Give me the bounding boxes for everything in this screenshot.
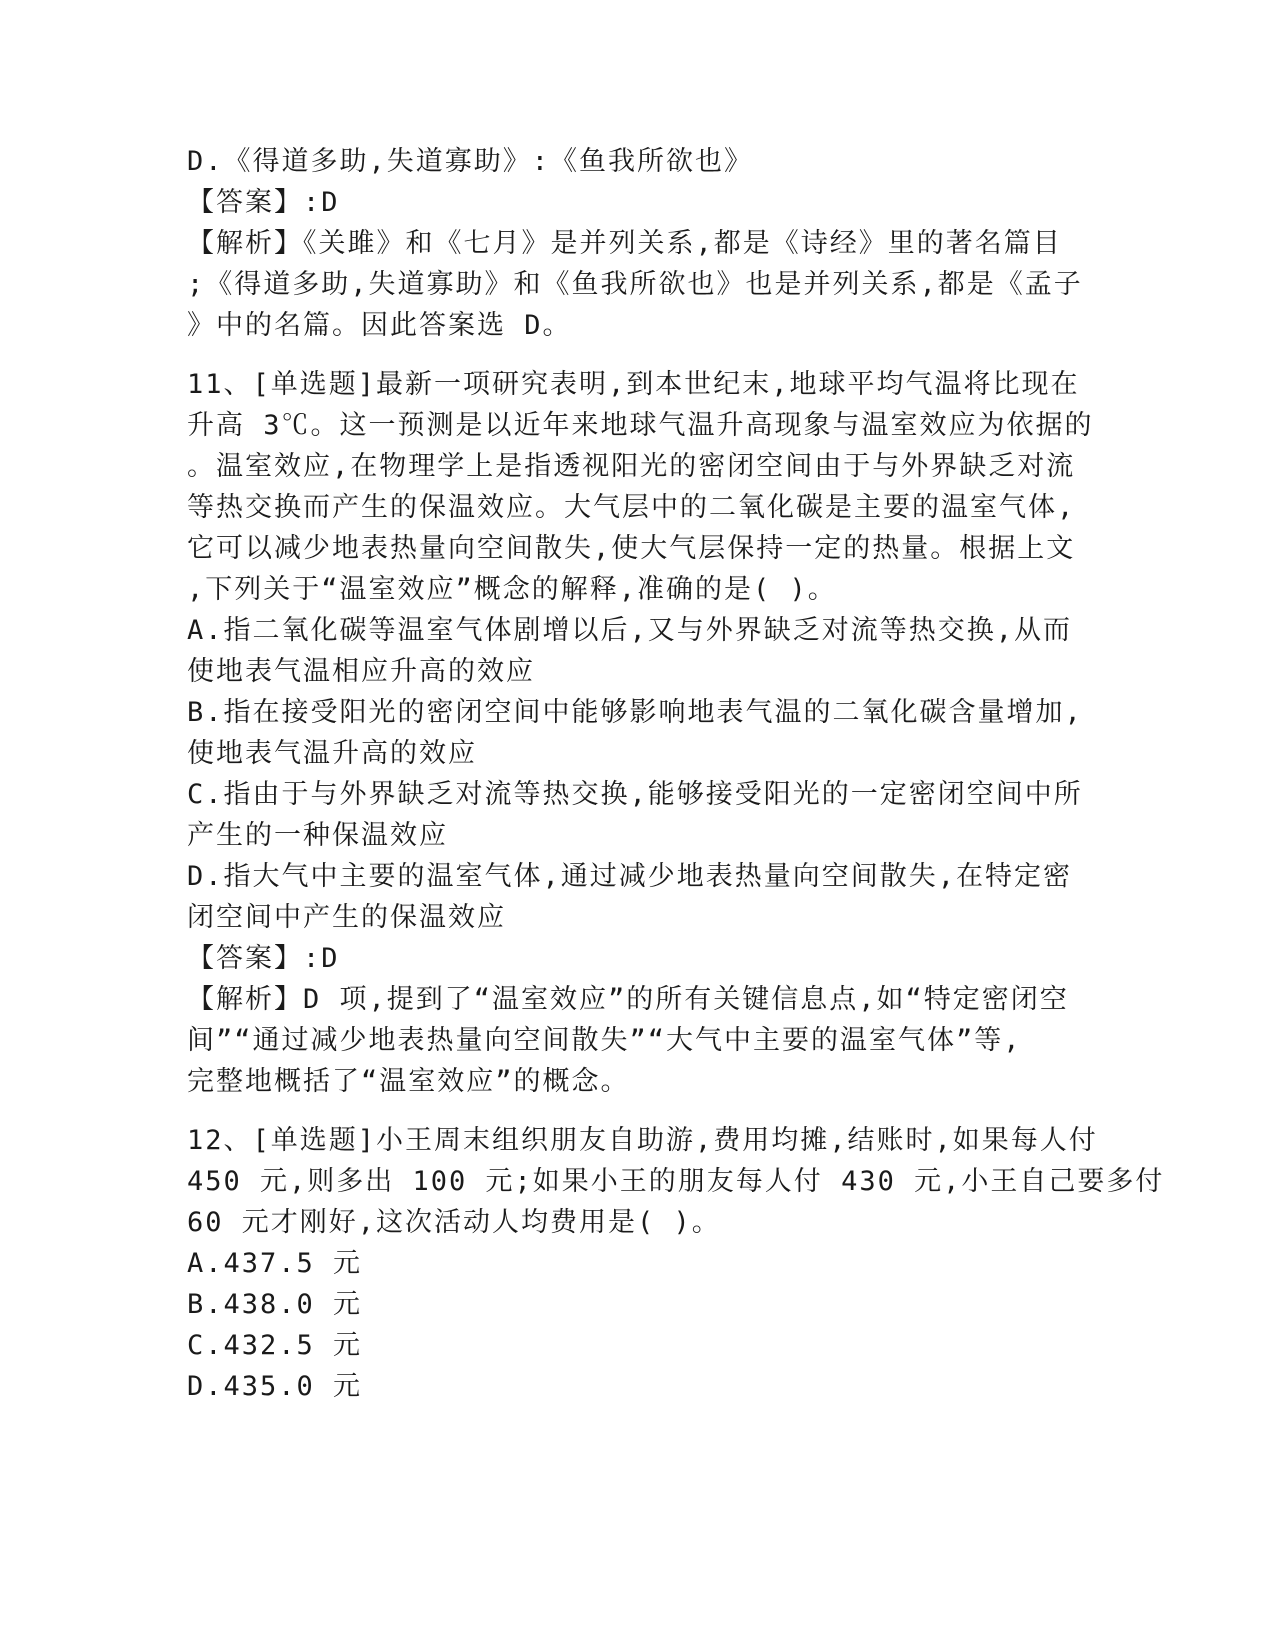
q11-option-a-line-1: A.指二氧化碳等温室气体剧增以后,又与外界缺乏对流等热交换,从而 bbox=[187, 615, 1073, 646]
q11-option-c-line-1: C.指由于与外界缺乏对流等热交换,能够接受阳光的一定密闭空间中所 bbox=[187, 779, 1083, 810]
q11-option-c-line-2: 产生的一种保温效应 bbox=[187, 820, 448, 851]
q11-analysis-line-3: 完整地概括了“温室效应”的概念。 bbox=[187, 1066, 630, 1097]
q11-analysis-line-2: 间”“通过减少地表热量向空间散失”“大气中主要的温室气体”等, bbox=[187, 1025, 1022, 1056]
q11-answer: 【答案】:D bbox=[187, 943, 340, 974]
q10-option-d: D.《得道多助,失道寡助》:《鱼我所欲也》 bbox=[187, 146, 754, 177]
q10-analysis-line-1: 【解析】《关雎》和《七月》是并列关系,都是《诗经》里的著名篇目 bbox=[187, 228, 1062, 259]
q11-stem-line-4: 等热交换而产生的保温效应。大气层中的二氧化碳是主要的温室气体, bbox=[187, 492, 1076, 523]
q11-stem-line-1: 11、[单选题]最新一项研究表明,到本世纪末,地球平均气温将比现在 bbox=[187, 369, 1080, 400]
q12-stem-line-2: 450 元,则多出 100 元;如果小王的朋友每人付 430 元,小王自己要多付 bbox=[187, 1166, 1165, 1197]
q12-option-a: A.437.5 元 bbox=[187, 1248, 363, 1279]
q12-stem-line-1: 12、[单选题]小王周末组织朋友自助游,费用均摊,结账时,如果每人付 bbox=[187, 1125, 1098, 1156]
q10-analysis-line-3: 》中的名篇。因此答案选 D。 bbox=[187, 310, 572, 341]
q12-option-b: B.438.0 元 bbox=[187, 1289, 363, 1320]
q12-option-d: D.435.0 元 bbox=[187, 1371, 363, 1402]
q10-analysis-line-2: ;《得道多助,失道寡助》和《鱼我所欲也》也是并列关系,都是《孟子 bbox=[187, 269, 1083, 300]
q11-stem-line-3: 。温室效应,在物理学上是指透视阳光的密闭空间由于与外界缺乏对流 bbox=[187, 451, 1076, 482]
q11-analysis-line-1: 【解析】D 项,提到了“温室效应”的所有关键信息点,如“特定密闭空 bbox=[187, 984, 1069, 1015]
q11-option-b-line-1: B.指在接受阳光的密闭空间中能够影响地表气温的二氧化碳含量增加, bbox=[187, 697, 1083, 728]
q11-option-d-line-1: D.指大气中主要的温室气体,通过减少地表热量向空间散失,在特定密 bbox=[187, 861, 1073, 892]
q11-option-b-line-2: 使地表气温升高的效应 bbox=[187, 738, 477, 769]
q11-stem-line-2: 升高 3℃。这一预测是以近年来地球气温升高现象与温室效应为依据的 bbox=[187, 410, 1094, 441]
q10-answer: 【答案】:D bbox=[187, 187, 340, 218]
q11-stem-line-6: ,下列关于“温室效应”概念的解释,准确的是( )。 bbox=[187, 574, 837, 605]
q11-option-a-line-2: 使地表气温相应升高的效应 bbox=[187, 656, 535, 687]
q12-option-c: C.432.5 元 bbox=[187, 1330, 363, 1361]
q12-stem-line-3: 60 元才刚好,这次活动人均费用是( )。 bbox=[187, 1207, 721, 1238]
q11-option-d-line-2: 闭空间中产生的保温效应 bbox=[187, 902, 506, 933]
q11-stem-line-5: 它可以减少地表热量向空间散失,使大气层保持一定的热量。根据上文 bbox=[187, 533, 1076, 564]
